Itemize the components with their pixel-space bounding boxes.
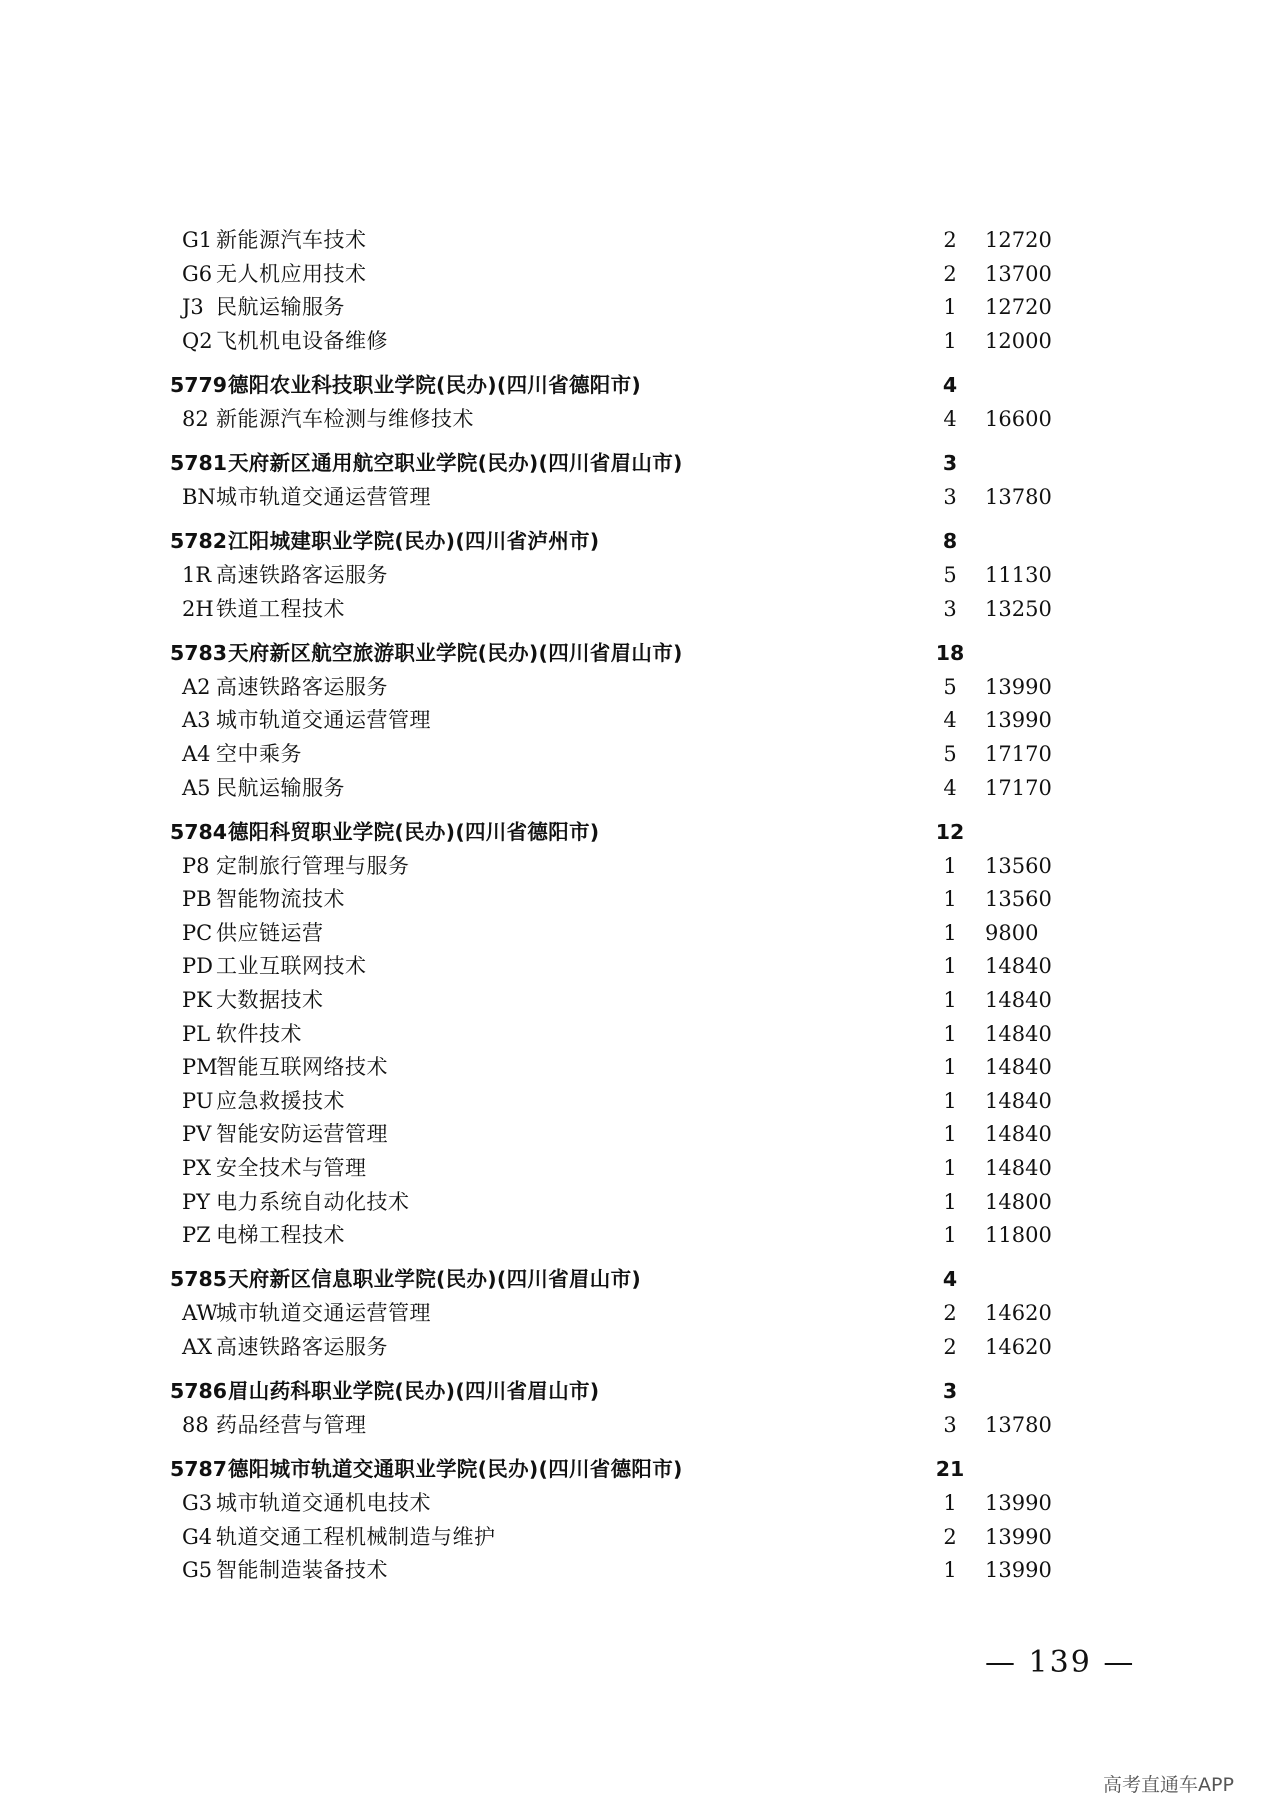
tuition-fee: 13700 bbox=[985, 261, 1052, 286]
institution-code: 5784 bbox=[170, 819, 228, 844]
major-code: PC bbox=[182, 920, 213, 945]
tuition-fee: 14620 bbox=[985, 1301, 1052, 1326]
major-row bbox=[0, 1186, 1280, 1220]
major-name: 安全技术与管理 bbox=[216, 1155, 367, 1180]
major-code: G3 bbox=[182, 1491, 213, 1516]
major-name: 空中乘务 bbox=[216, 741, 302, 766]
major-code: 1R bbox=[182, 563, 212, 588]
institution-code: 5779 bbox=[170, 372, 228, 397]
institution-name: 天府新区通用航空职业学院(民办)(四川省眉山市) bbox=[228, 450, 683, 475]
major-row bbox=[0, 883, 1280, 917]
major-row bbox=[0, 738, 1280, 772]
tuition-fee: 14840 bbox=[985, 954, 1052, 979]
major-row bbox=[0, 1219, 1280, 1253]
tuition-fee: 13780 bbox=[985, 1412, 1052, 1437]
tuition-fee: 14840 bbox=[985, 988, 1052, 1012]
institution-row bbox=[0, 626, 1280, 671]
institution-name: 德阳科贸职业学院(民办)(四川省德阳市) bbox=[228, 819, 600, 844]
major-plan-count: 1 bbox=[943, 1021, 957, 1046]
tuition-fee: 13990 bbox=[985, 674, 1052, 699]
major-row bbox=[0, 325, 1280, 359]
major-plan-count: 2 bbox=[943, 1524, 957, 1549]
major-code: PM bbox=[182, 1055, 218, 1080]
major-plan-count: 1 bbox=[943, 1223, 957, 1248]
major-code: A5 bbox=[182, 775, 211, 800]
major-row bbox=[0, 1118, 1280, 1152]
major-code: G5 bbox=[182, 1558, 213, 1583]
major-name: 高速铁路客运服务 bbox=[216, 1334, 388, 1359]
institution-code: 5786 bbox=[170, 1378, 228, 1403]
major-name: 新能源汽车检测与维修技术 bbox=[216, 406, 474, 431]
institution-name: 德阳农业科技职业学院(民办)(四川省德阳市) bbox=[228, 372, 642, 397]
major-row bbox=[0, 224, 1280, 258]
major-name: 飞机机电设备维修 bbox=[216, 328, 388, 353]
major-row bbox=[0, 481, 1280, 515]
major-code: P8 bbox=[182, 853, 210, 878]
institution-code: 5783 bbox=[170, 640, 228, 665]
major-name: 无人机应用技术 bbox=[216, 261, 367, 286]
major-code: 82 bbox=[182, 406, 209, 431]
major-name: 供应链运营 bbox=[216, 920, 324, 945]
major-plan-count: 1 bbox=[943, 853, 957, 878]
tuition-fee: 13990 bbox=[985, 1558, 1052, 1583]
major-plan-count: 2 bbox=[943, 1301, 957, 1326]
major-name: 智能物流技术 bbox=[216, 887, 345, 912]
major-code: PU bbox=[182, 1088, 214, 1113]
major-name: 大数据技术 bbox=[216, 988, 324, 1012]
major-code: G4 bbox=[182, 1524, 213, 1549]
major-plan-count: 4 bbox=[943, 775, 957, 800]
major-code: BN bbox=[182, 484, 216, 509]
major-name: 智能互联网络技术 bbox=[216, 1055, 388, 1080]
tuition-fee: 13560 bbox=[985, 853, 1052, 878]
major-name: 智能制造装备技术 bbox=[216, 1558, 388, 1583]
major-code: Q2 bbox=[182, 328, 213, 353]
major-plan-count: 5 bbox=[943, 741, 957, 766]
major-plan-count: 1 bbox=[943, 1189, 957, 1214]
major-row bbox=[0, 1085, 1280, 1119]
major-name: 应急救援技术 bbox=[216, 1088, 345, 1113]
enrollment-plan-list bbox=[0, 224, 1280, 1588]
major-name: 智能安防运营管理 bbox=[216, 1122, 388, 1147]
institution-plan-count: 4 bbox=[942, 372, 958, 397]
major-row bbox=[0, 984, 1280, 1018]
major-plan-count: 1 bbox=[943, 1155, 957, 1180]
institution-code: 5782 bbox=[170, 529, 228, 554]
tuition-fee: 17170 bbox=[985, 741, 1052, 766]
major-plan-count: 1 bbox=[943, 295, 957, 320]
major-plan-count: 5 bbox=[943, 563, 957, 588]
major-plan-count: 1 bbox=[943, 988, 957, 1012]
major-row bbox=[0, 1554, 1280, 1588]
major-row bbox=[0, 704, 1280, 738]
major-name: 软件技术 bbox=[216, 1021, 302, 1046]
major-name: 民航运输服务 bbox=[216, 775, 345, 800]
institution-plan-count: 21 bbox=[935, 1457, 965, 1482]
major-plan-count: 5 bbox=[943, 674, 957, 699]
institution-row bbox=[0, 1364, 1280, 1409]
major-plan-count: 1 bbox=[943, 954, 957, 979]
major-row bbox=[0, 1331, 1280, 1365]
major-code: A4 bbox=[182, 741, 211, 766]
institution-plan-count: 18 bbox=[935, 640, 965, 665]
major-row bbox=[0, 559, 1280, 593]
tuition-fee: 14840 bbox=[985, 1021, 1052, 1046]
major-code: 88 bbox=[182, 1412, 209, 1437]
major-name: 药品经营与管理 bbox=[216, 1412, 367, 1437]
major-name: 电力系统自动化技术 bbox=[216, 1189, 410, 1214]
tuition-fee: 17170 bbox=[985, 775, 1052, 800]
tuition-fee: 14840 bbox=[985, 1155, 1052, 1180]
major-code: PV bbox=[182, 1122, 212, 1147]
major-code: PX bbox=[182, 1155, 212, 1180]
major-row bbox=[0, 1297, 1280, 1331]
tuition-fee: 12720 bbox=[985, 295, 1052, 320]
watermark: 高考直通车APP bbox=[1103, 1774, 1234, 1796]
major-code: G6 bbox=[182, 261, 213, 286]
institution-name: 德阳城市轨道交通职业学院(民办)(四川省德阳市) bbox=[228, 1457, 683, 1482]
institution-plan-count: 3 bbox=[942, 450, 958, 475]
major-row bbox=[0, 950, 1280, 984]
major-name: 轨道交通工程机械制造与维护 bbox=[216, 1524, 496, 1549]
major-plan-count: 3 bbox=[943, 1412, 957, 1437]
tuition-fee: 14800 bbox=[985, 1189, 1052, 1214]
major-name: 电梯工程技术 bbox=[216, 1223, 345, 1248]
major-plan-count: 1 bbox=[943, 1122, 957, 1147]
major-name: 城市轨道交通运营管理 bbox=[216, 484, 431, 509]
major-row bbox=[0, 850, 1280, 884]
major-row bbox=[0, 1521, 1280, 1555]
major-row bbox=[0, 593, 1280, 627]
major-name: 新能源汽车技术 bbox=[216, 228, 367, 252]
major-plan-count: 1 bbox=[943, 328, 957, 353]
institution-name: 江阳城建职业学院(民办)(四川省泸州市) bbox=[228, 529, 600, 554]
major-row bbox=[0, 917, 1280, 951]
major-name: 铁道工程技术 bbox=[216, 596, 345, 621]
major-plan-count: 3 bbox=[943, 484, 957, 509]
institution-row bbox=[0, 515, 1280, 560]
major-plan-count: 2 bbox=[943, 261, 957, 286]
major-code: 2H bbox=[182, 596, 214, 621]
major-row bbox=[0, 1018, 1280, 1052]
major-code: A2 bbox=[182, 674, 211, 699]
institution-code: 5781 bbox=[170, 450, 228, 475]
major-name: 工业互联网技术 bbox=[216, 954, 367, 979]
major-row bbox=[0, 1152, 1280, 1186]
institution-name: 天府新区航空旅游职业学院(民办)(四川省眉山市) bbox=[228, 640, 683, 665]
institution-row bbox=[0, 805, 1280, 850]
major-plan-count: 1 bbox=[943, 920, 957, 945]
major-code: PD bbox=[182, 954, 213, 979]
major-row bbox=[0, 403, 1280, 437]
major-plan-count: 1 bbox=[943, 887, 957, 912]
major-plan-count: 2 bbox=[943, 1334, 957, 1359]
tuition-fee: 12000 bbox=[985, 328, 1052, 353]
tuition-fee: 13560 bbox=[985, 887, 1052, 912]
institution-code: 5787 bbox=[170, 1457, 228, 1482]
major-plan-count: 3 bbox=[943, 596, 957, 621]
tuition-fee: 9800 bbox=[985, 920, 1039, 945]
major-row bbox=[0, 1409, 1280, 1443]
major-plan-count: 1 bbox=[943, 1491, 957, 1516]
institution-row bbox=[0, 358, 1280, 403]
tuition-fee: 13990 bbox=[985, 708, 1052, 733]
major-name: 高速铁路客运服务 bbox=[216, 563, 388, 588]
tuition-fee: 13780 bbox=[985, 484, 1052, 509]
institution-name: 天府新区信息职业学院(民办)(四川省眉山市) bbox=[228, 1267, 642, 1292]
major-row bbox=[0, 258, 1280, 292]
tuition-fee: 13250 bbox=[985, 596, 1052, 621]
tuition-fee: 14840 bbox=[985, 1055, 1052, 1080]
major-code: PZ bbox=[182, 1223, 211, 1248]
major-plan-count: 4 bbox=[943, 406, 957, 431]
major-plan-count: 2 bbox=[943, 228, 957, 252]
tuition-fee: 13990 bbox=[985, 1524, 1052, 1549]
major-row bbox=[0, 1487, 1280, 1521]
major-code: AX bbox=[182, 1334, 213, 1359]
major-code: J3 bbox=[182, 295, 204, 320]
institution-name: 眉山药科职业学院(民办)(四川省眉山市) bbox=[228, 1378, 600, 1403]
major-code: PY bbox=[182, 1189, 210, 1214]
major-name: 民航运输服务 bbox=[216, 295, 345, 320]
page-number: — 139 — bbox=[985, 1645, 1136, 1680]
institution-plan-count: 12 bbox=[935, 819, 965, 844]
major-code: PB bbox=[182, 887, 212, 912]
major-code: AW bbox=[182, 1301, 218, 1326]
major-row bbox=[0, 772, 1280, 806]
institution-plan-count: 4 bbox=[942, 1267, 958, 1292]
tuition-fee: 14840 bbox=[985, 1122, 1052, 1147]
major-name: 高速铁路客运服务 bbox=[216, 674, 388, 699]
institution-code: 5785 bbox=[170, 1267, 228, 1292]
tuition-fee: 16600 bbox=[985, 406, 1052, 431]
major-plan-count: 1 bbox=[943, 1055, 957, 1080]
institution-plan-count: 3 bbox=[942, 1378, 958, 1403]
major-row bbox=[0, 1051, 1280, 1085]
major-plan-count: 1 bbox=[943, 1088, 957, 1113]
tuition-fee: 14840 bbox=[985, 1088, 1052, 1113]
institution-row bbox=[0, 1253, 1280, 1298]
major-code: PL bbox=[182, 1021, 211, 1046]
major-name: 城市轨道交通运营管理 bbox=[216, 708, 431, 733]
major-plan-count: 4 bbox=[943, 708, 957, 733]
tuition-fee: 13990 bbox=[985, 1491, 1052, 1516]
tuition-fee: 14620 bbox=[985, 1334, 1052, 1359]
major-row bbox=[0, 671, 1280, 705]
major-code: G1 bbox=[182, 228, 213, 252]
major-name: 定制旅行管理与服务 bbox=[216, 853, 410, 878]
tuition-fee: 11130 bbox=[985, 563, 1052, 588]
major-row bbox=[0, 291, 1280, 325]
tuition-fee: 12720 bbox=[985, 228, 1052, 252]
major-name: 城市轨道交通机电技术 bbox=[216, 1491, 431, 1516]
institution-plan-count: 8 bbox=[942, 529, 958, 554]
major-code: PK bbox=[182, 988, 212, 1012]
institution-row bbox=[0, 436, 1280, 481]
institution-row bbox=[0, 1443, 1280, 1488]
major-plan-count: 1 bbox=[943, 1558, 957, 1583]
major-name: 城市轨道交通运营管理 bbox=[216, 1301, 431, 1326]
tuition-fee: 11800 bbox=[985, 1223, 1052, 1248]
major-code: A3 bbox=[182, 708, 211, 733]
